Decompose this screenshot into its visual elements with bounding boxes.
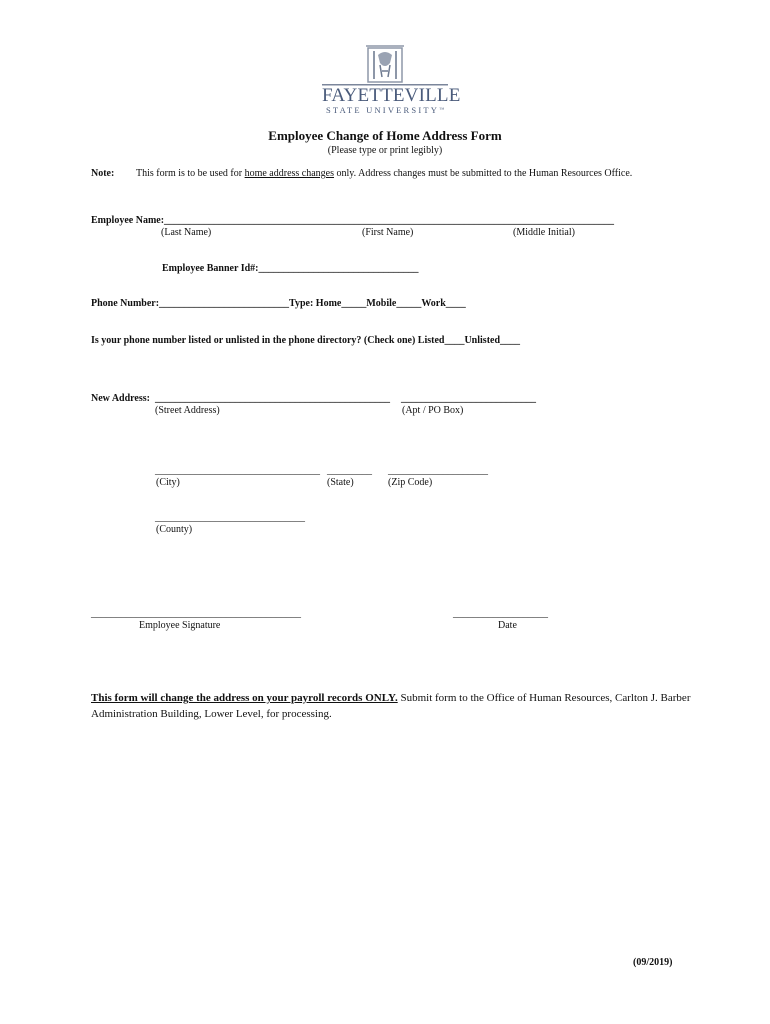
city-caption: (City)	[156, 477, 180, 488]
date-caption: Date	[498, 620, 517, 631]
apt-field[interactable]: ___________________________	[401, 393, 536, 404]
logo-wordmark: FAYETTEVILLE	[322, 85, 461, 106]
logo-subtitle: STATE UNIVERSITY™	[325, 105, 445, 115]
payroll-notice: This form will change the address on your payroll records ONLY. Submit form to the Office of Human Resources, Carlton J. Barber	[91, 692, 691, 704]
state-caption: (State)	[327, 477, 354, 488]
signature-field[interactable]: __________________________________________	[91, 608, 301, 619]
last-name-caption: (Last Name)	[161, 227, 212, 238]
middle-initial-caption: (Middle Initial)	[513, 227, 575, 238]
note-text: This form is to be used for home address changes only. Address changes must be submitted to the Human Resources Office.	[136, 168, 633, 179]
note-label: Note:	[91, 168, 115, 179]
city-field[interactable]: _________________________________	[155, 465, 320, 476]
signature-caption: Employee Signature	[139, 620, 221, 631]
form-title: Employee Change of Home Address Form	[268, 128, 502, 143]
payroll-notice-line2: Administration Building, Lower Level, for processing.	[91, 708, 332, 720]
state-field[interactable]: _________	[327, 465, 372, 476]
phone-number-field[interactable]: Phone Number:__________________________Type: Home_____Mobile_____Work____	[91, 298, 466, 309]
payroll-notice-emphasis: This form will change the address on your payroll records ONLY.	[91, 692, 398, 704]
county-caption: (County)	[156, 524, 193, 535]
employee-name-field[interactable]: Employee Name:__________________________________________________________________________________________	[91, 215, 615, 226]
county-field[interactable]: ______________________________	[155, 512, 305, 523]
zip-field[interactable]: ____________________	[388, 465, 488, 476]
trademark-symbol: ™	[439, 108, 445, 113]
date-field[interactable]: ___________________	[453, 608, 548, 619]
zip-caption: (Zip Code)	[388, 477, 433, 488]
revision-date: (09/2019)	[633, 957, 673, 968]
street-address-caption: (Street Address)	[155, 405, 220, 416]
street-address-field[interactable]: _______________________________________________	[155, 393, 390, 404]
form-subtitle: (Please type or print legibly)	[327, 145, 443, 156]
new-address-label: New Address:	[91, 393, 150, 404]
apt-caption: (Apt / PO Box)	[402, 405, 464, 416]
first-name-caption: (First Name)	[362, 227, 414, 238]
phone-listed-field[interactable]: Is your phone number listed or unlisted in the phone directory? (Check one) Listed____Unlisted____	[91, 335, 521, 346]
note-highlight: home address changes	[244, 168, 335, 179]
banner-id-field[interactable]: Employee Banner Id#:________________________________	[162, 263, 419, 274]
bronco-crest-icon	[322, 43, 448, 87]
university-logo	[322, 43, 461, 118]
